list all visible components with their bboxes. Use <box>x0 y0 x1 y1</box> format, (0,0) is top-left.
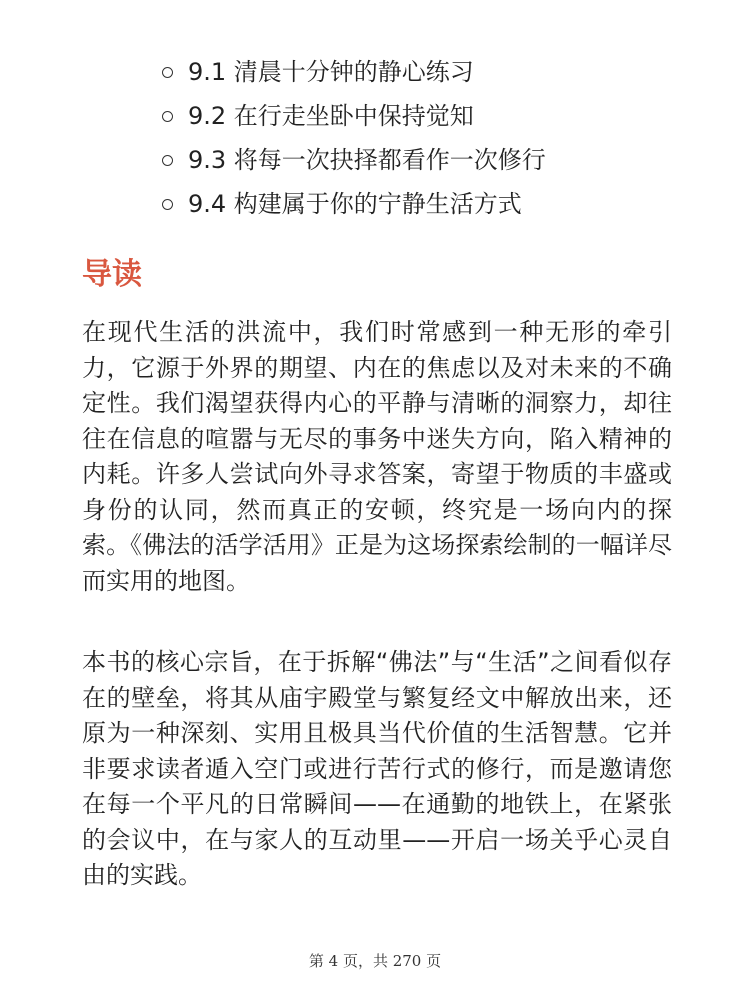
toc-item-label: 9.4 构建属于你的宁静生活方式 <box>188 190 522 218</box>
body-paragraph-2: 本书的核心宗旨，在于拆解“佛法”与“生活”之间看似存在的壁垒，将其从庙宇殿堂与繁复经文中解放出来，还原为一种深刻、实用且极具当代价值的生活智慧。它并非要求读者遁入空门或进行苦行式的修行，而是邀请您在每一个平凡的日常瞬间——在通勤的地铁上，在紧张的会议中，在与家人的互动里——开启一场关乎心灵自由的实践。 <box>82 648 672 889</box>
body-paragraph-1: 在现代生活的洪流中，我们时常感到一种无形的牵引力，它源于外界的期望、内在的焦虑以及对未来的不确定性。我们渴望获得内心的平静与清晰的洞察力，却往往在信息的喧嚣与无尽的事务中迷失方向，陷入精神的内耗。许多人尝试向外寻求答案，寄望于物质的丰盛或身份的认同，然而真正的安顿，终究是一场向内的探索。《佛法的活学活用》正是为这场探索绘制的一幅详尽而实用的地图。 <box>82 318 672 595</box>
toc-item <box>160 50 546 94</box>
hollow-circle-bullet-icon <box>162 111 173 122</box>
section-heading: 导读 <box>82 257 142 292</box>
toc-item <box>160 138 546 182</box>
page-number-footer: 第 4 页，共 270 页 <box>308 952 442 970</box>
toc-item-label: 9.3 将每一次抉择都看作一次修行 <box>188 146 546 174</box>
table-of-contents-list <box>160 50 546 226</box>
hollow-circle-bullet-icon <box>162 155 173 166</box>
toc-item <box>160 94 546 138</box>
hollow-circle-bullet-icon <box>162 67 173 78</box>
toc-item-label: 9.2 在行走坐卧中保持觉知 <box>188 102 474 130</box>
hollow-circle-bullet-icon <box>162 199 173 210</box>
toc-item-label: 9.1 清晨十分钟的静心练习 <box>188 58 474 86</box>
toc-item <box>160 182 546 226</box>
